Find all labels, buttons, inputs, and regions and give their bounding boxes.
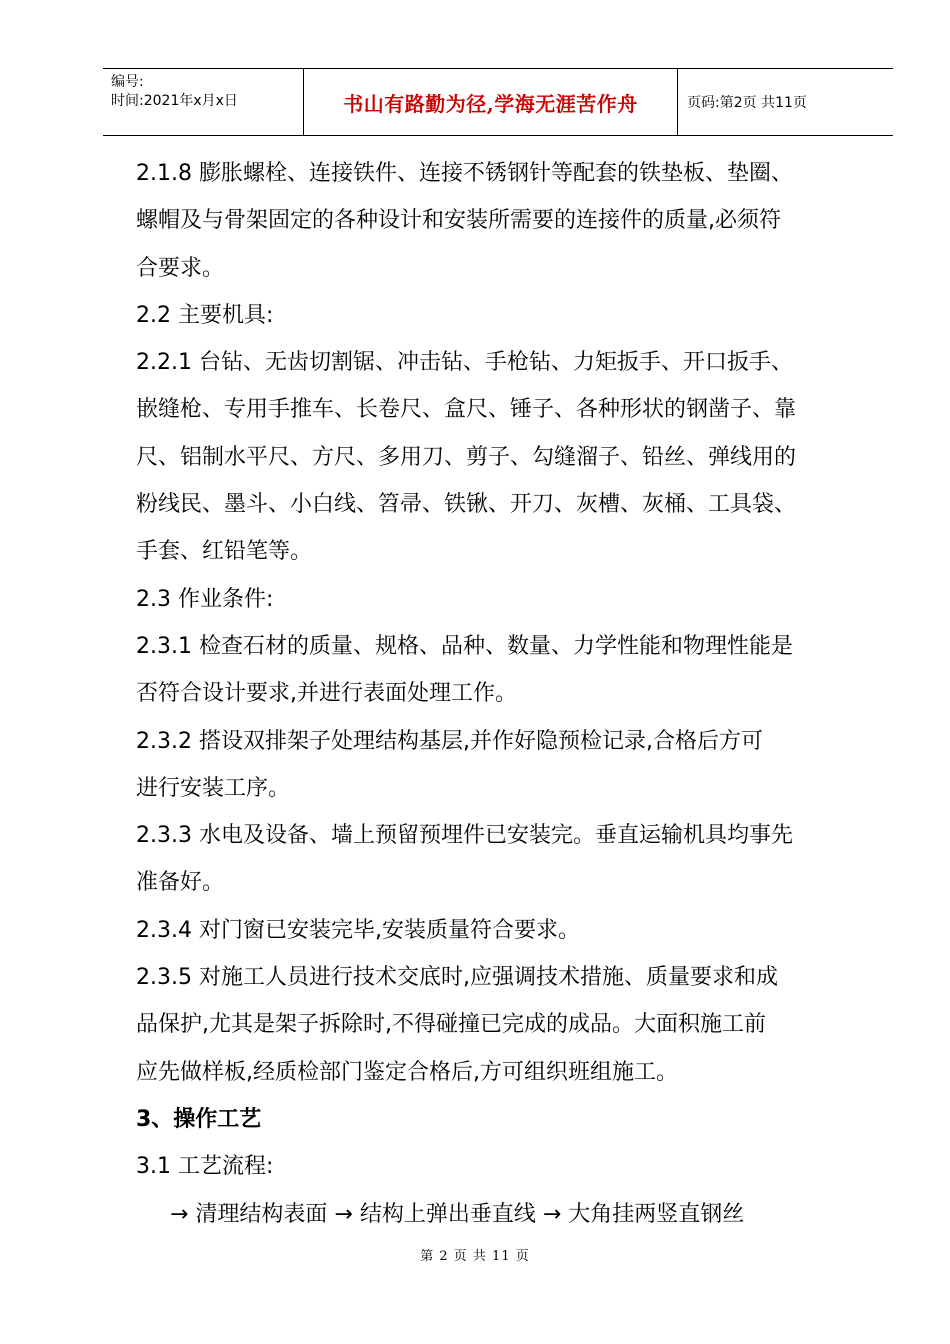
body-line: 尺、铝制水平尺、方尺、多用刀、剪子、勾缝溜子、铅丝、弹线用的 [136,444,797,470]
body-line: 准备好。 [136,870,225,896]
document-number-label: 编号: [111,74,144,90]
body-line: 2.3.2 搭设双排架子处理结构基层,并作好隐预检记录,合格后方可 [136,728,763,754]
body-line: 品保护,尤其是架子拆除时,不得碰撞已完成的成品。大面积施工前 [136,1012,766,1038]
header-motto: 书山有路勤为径,学海无涯苦作舟 [343,91,638,116]
body-line: 进行安装工序。 [136,775,291,801]
body-line: 2.3.5 对施工人员进行技术交底时,应强调技术措施、质量要求和成 [136,965,778,991]
section-heading-2-3: 2.3 作业条件: [136,586,274,612]
body-line: 2.1.8 膨胀螺栓、连接铁件、连接不锈钢针等配套的铁垫板、垫圈、 [136,161,793,186]
document-time-label: 时间:2021年x月x日 [111,93,238,109]
section-heading-2-2: 2.2 主要机具: [136,302,274,328]
section-heading-3-1: 3.1 工艺流程: [136,1154,274,1180]
body-line: 螺帽及与骨架固定的各种设计和安装所需要的连接件的质量,必须符 [136,208,781,234]
page-footer: 第 2 页 共 11 页 [420,1249,530,1264]
body-line: 2.3.4 对门窗已安装完毕,安装质量符合要求。 [136,917,580,943]
body-line: 2.3.1 检查石材的质量、规格、品种、数量、力学性能和物理性能是 [136,633,793,659]
section-heading-3: 3、操作工艺 [136,1106,262,1132]
body-line: 嵌缝枪、专用手推车、长卷尺、盒尺、锤子、各种形状的钢凿子、靠 [136,397,797,423]
body-line: 应先做样板,经质检部门鉴定合格后,方可组织班组施工。 [136,1059,678,1085]
header-page-info: 页码:第2页 共11页 [687,95,807,111]
body-line: 手套、红铅笔等。 [136,539,313,565]
body-line: 否符合设计要求,并进行表面处理工作。 [136,681,517,707]
header-meta-cell [103,69,304,135]
body-line: 粉线民、墨斗、小白线、笤帚、铁锹、开刀、灰槽、灰桶、工具袋、 [136,492,797,518]
process-flow-line: → 清理结构表面 → 结构上弹出垂直线 → 大角挂两竖直钢丝 [170,1201,745,1227]
header-motto-cell [304,69,678,135]
header-page-cell [678,69,893,135]
body-line: 2.2.1 台钻、无齿切割锯、冲击钻、手枪钻、力矩扳手、开口扳手、 [136,350,793,376]
document-body [136,150,866,1238]
page-header [103,68,893,136]
body-line: 合要求。 [136,255,225,281]
body-line: 2.3.3 水电及设备、墙上预留预埋件已安装完。垂直运输机具均事先 [136,823,793,849]
